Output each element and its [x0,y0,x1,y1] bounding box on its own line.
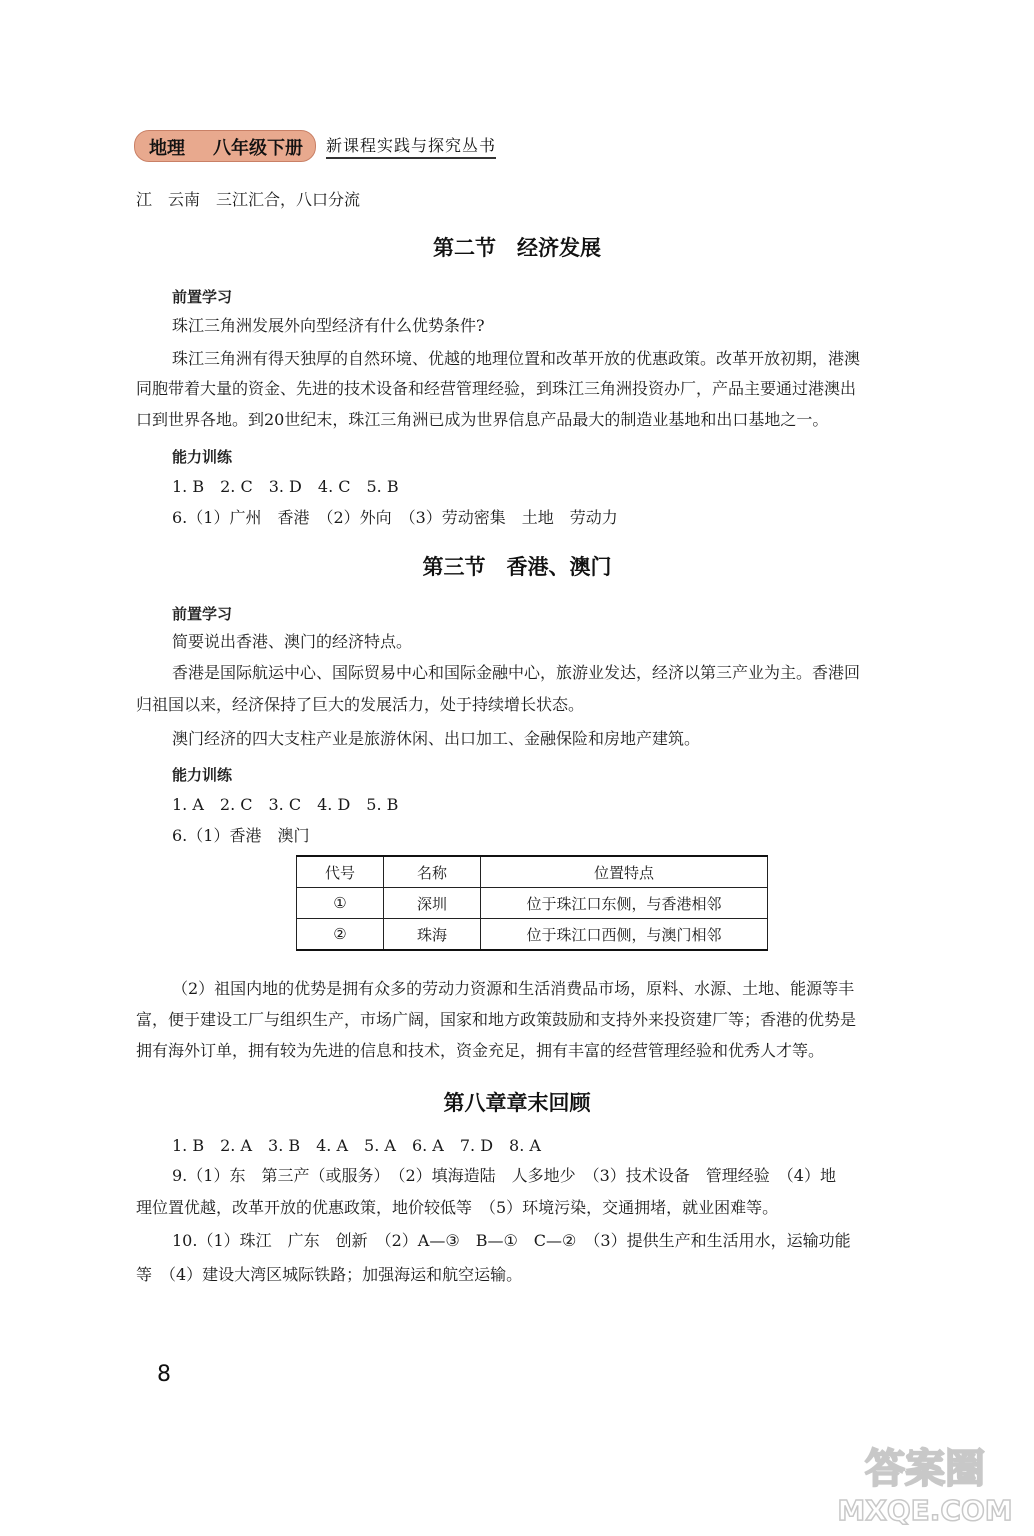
subject-label: 地理 [149,138,185,159]
section3-q6: 6.（1）香港 澳门 [172,826,310,845]
table-cell-code: ② [297,919,384,951]
table-cell-name: 深圳 [384,888,481,919]
page-header [134,130,534,160]
section2-answer-line2: 同胞带着大量的资金、先进的技术设备和经营管理经验，到珠江三角洲投资办厂，产品主要通过港澳出 [136,379,857,398]
section2-answer-line1: 珠江三角洲有得天独厚的自然环境、优越的地理位置和改革开放的优惠政策。改革开放初期，港澳 [172,349,861,368]
section3-answer-line3: 澳门经济的四大支柱产业是旅游休闲、出口加工、金融保险和房地产建筑。 [172,729,701,748]
section2-ability-label: 能力训练 [172,448,233,466]
table-cell-feature: 位于珠江口东侧，与香港相邻 [481,888,768,919]
top-line: 江 云南 三江汇合，八口分流 [136,190,361,209]
table-header-feature: 位置特点 [481,856,768,888]
grade-label: 八年级下册 [213,138,303,159]
section3-ability-label: 能力训练 [172,766,233,784]
section2-q6: 6.（1）广州 香港 （2）外向 （3）劳动密集 土地 劳动力 [172,508,618,527]
section3-q6-2-line2: 富，便于建设工厂与组织生产，市场广阔，国家和地方政策鼓励和支持外来投资建厂等；香港的优势是 [136,1010,857,1029]
table-header-row [297,856,768,888]
section3-q6-2-line3: 拥有海外订单，拥有较为先进的信息和技术，资金充足，拥有丰富的经营管理经验和优秀人才等。 [136,1041,825,1060]
section2-mc-answers: 1. B 2. C 3. D 4. C 5. B [172,477,399,496]
series-title: 新课程实践与探究丛书 [326,133,496,159]
section3-answer-line2: 归祖国以来，经济保持了巨大的发展活力，处于持续增长状态。 [136,695,585,714]
table-cell-feature: 位于珠江口西侧，与澳门相邻 [481,919,768,951]
table-header-code: 代号 [297,856,384,888]
watermark-icon [830,1440,1020,1530]
table-cell-code: ① [297,888,384,919]
section3-answer-line1: 香港是国际航运中心、国际贸易中心和国际金融中心，旅游业发达，经济以第三产业为主。香港回 [172,663,861,682]
subject-pill [134,130,316,162]
review-q10-line2: 等 （4）建设大湾区城际铁路；加强海运和航空运输。 [136,1265,523,1284]
section3-title: 第三节 香港、澳门 [422,555,612,579]
table-cell-name: 珠海 [384,919,481,951]
table-row [297,919,768,951]
page-number: 8 [157,1362,171,1387]
watermark-logo [830,1440,1020,1530]
location-table [296,855,768,951]
table-row [297,888,768,919]
watermark-text: 答案圈 [865,1446,985,1492]
review-mc-answers: 1. B 2. A 3. B 4. A 5. A 6. A 7. D 8. A [172,1136,541,1155]
watermark-url: MXQE.COM [837,1494,1013,1527]
table-header-name: 名称 [384,856,481,888]
section2-question: 珠江三角洲发展外向型经济有什么优势条件? [172,316,485,335]
section2-pre-label: 前置学习 [172,288,233,306]
review-q9-line1: 9.（1）东 第三产（或服务） （2）填海造陆 人多地少 （3）技术设备 管理经验 （4）地 [172,1166,836,1185]
review-q10-line1: 10.（1）珠江 广东 创新 （2）A—③ B—① C—② （3）提供生产和生活用水，运输功能 [172,1231,851,1250]
section3-q6-2-line1: （2）祖国内地的优势是拥有众多的劳动力资源和生活消费品市场，原料、水源、土地、能源等丰 [172,979,855,998]
section3-pre-label: 前置学习 [172,605,233,623]
section2-title: 第二节 经济发展 [433,236,601,260]
section2-answer-line3: 口到世界各地。到20世纪末，珠江三角洲已成为世界信息产品最大的制造业基地和出口基地之一。 [136,410,829,429]
section3-mc-answers: 1. A 2. C 3. C 4. D 5. B [172,795,399,814]
review-title: 第八章章末回顾 [443,1091,591,1115]
section3-question: 简要说出香港、澳门的经济特点。 [172,632,413,651]
review-q9-line2: 理位置优越，改革开放的优惠政策，地价较低等 （5）环境污染，交通拥堵，就业困难等。 [136,1198,779,1217]
